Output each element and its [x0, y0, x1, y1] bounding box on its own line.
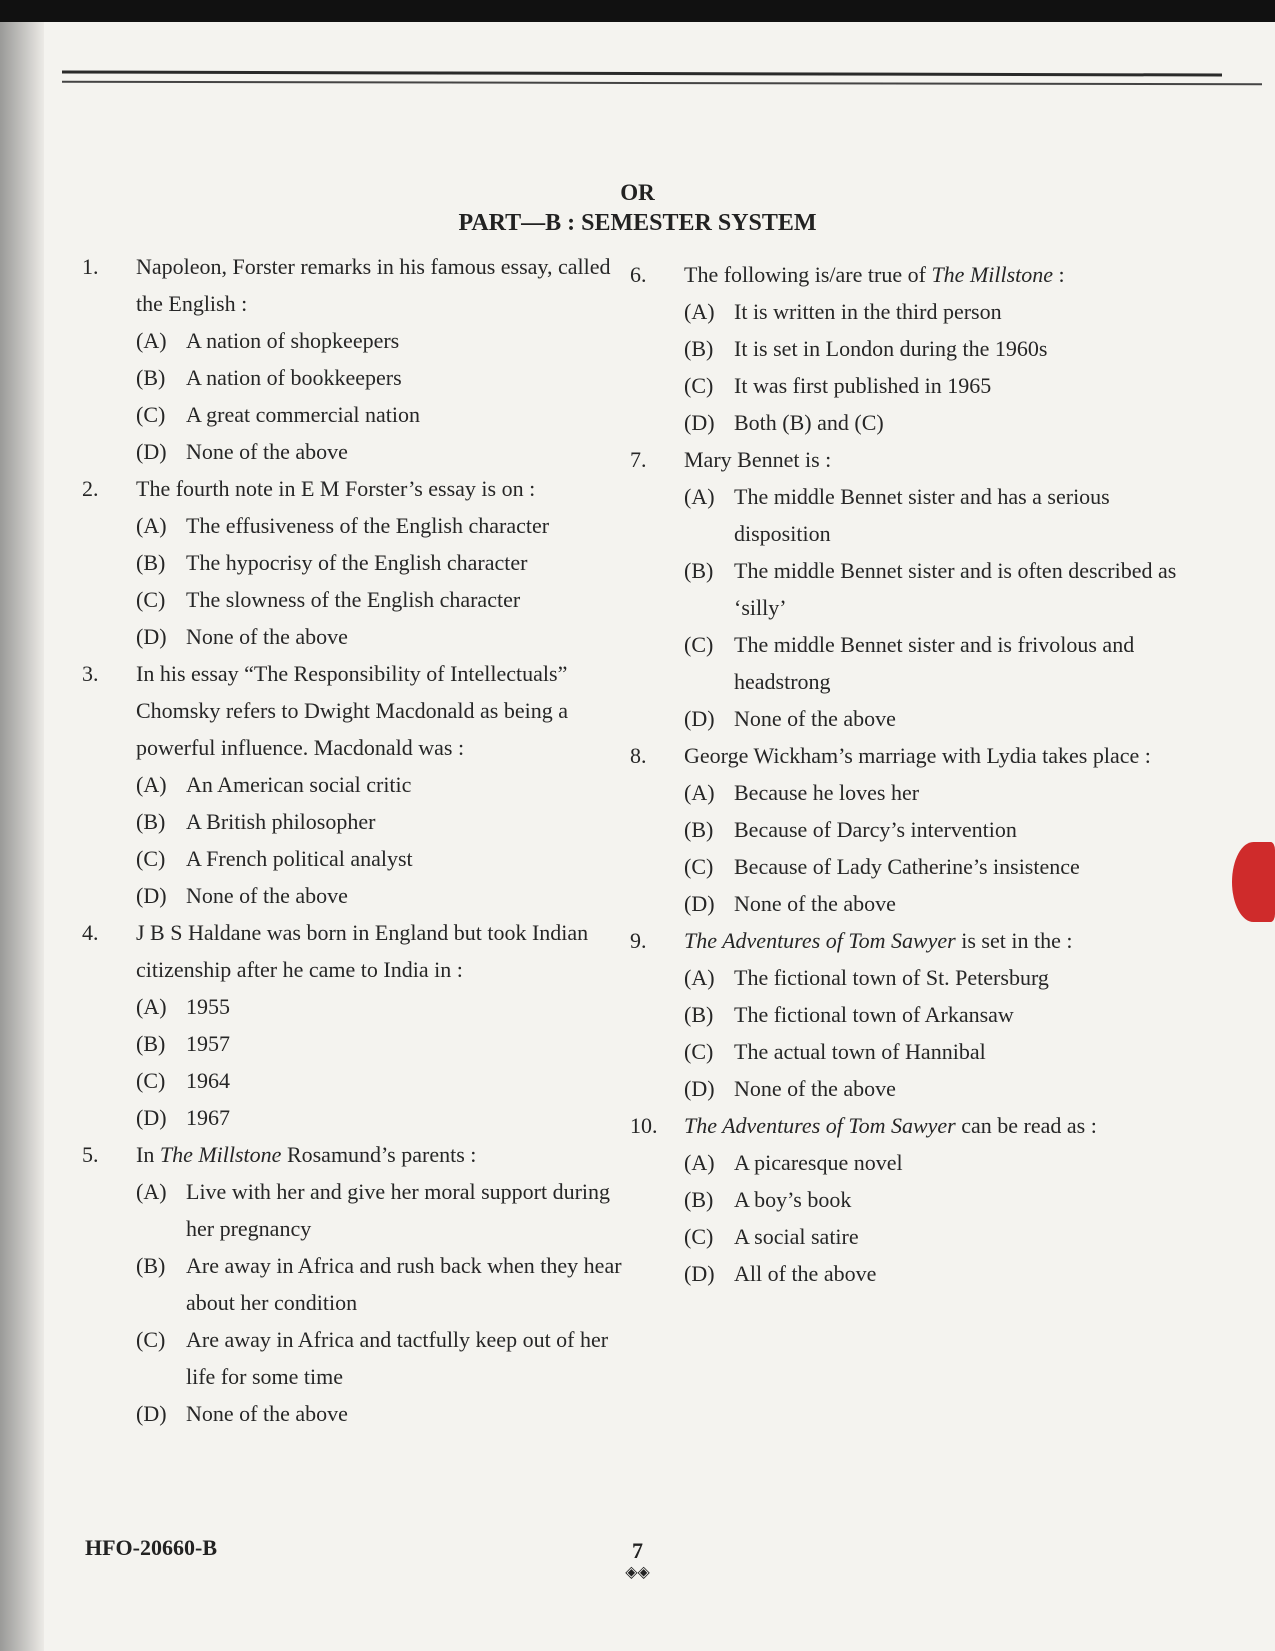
option-text: Because he loves her	[734, 780, 920, 805]
option-label: (D)	[136, 439, 167, 464]
option-text: An American social critic	[186, 772, 412, 797]
option-label: (C)	[684, 373, 714, 398]
left-column	[82, 248, 627, 1432]
option-b	[630, 1181, 1182, 1218]
option-text: The middle Bennet sister and is often described as ‘silly’	[734, 558, 1177, 620]
option-a	[82, 322, 627, 359]
question-number: 7.	[630, 447, 647, 472]
question-4	[82, 914, 627, 1136]
page-number: 7	[632, 1538, 643, 1563]
question-text: Napoleon, Forster remarks in his famous essay, called the English :	[136, 254, 611, 316]
question-text: In his essay “The Responsibility of Intellectuals” Chomsky refers to Dwight Macdonald as being a powerful influence. Macdonald was :	[136, 661, 568, 760]
question-number: 3.	[82, 661, 99, 686]
option-label: (B)	[684, 1002, 714, 1027]
header-rule-secondary	[62, 81, 1262, 86]
option-d	[630, 885, 1182, 922]
option-label: (C)	[684, 632, 714, 657]
question-7	[630, 441, 1182, 737]
option-text: None of the above	[186, 624, 348, 649]
option-d	[82, 1099, 627, 1136]
option-text: The actual town of Hannibal	[734, 1039, 986, 1064]
option-label: (C)	[684, 1039, 714, 1064]
option-d	[630, 1255, 1182, 1292]
option-d	[82, 618, 627, 655]
question-9	[630, 922, 1182, 1107]
question-text-before: In	[136, 1142, 160, 1167]
question-3	[82, 655, 627, 914]
option-text: The middle Bennet sister and is frivolous and headstrong	[734, 632, 1135, 694]
question-number: 1.	[82, 254, 99, 279]
option-c	[82, 840, 627, 877]
question-number: 2.	[82, 476, 99, 501]
option-text: A picaresque novel	[734, 1150, 903, 1175]
option-c	[82, 396, 627, 433]
option-c	[630, 367, 1182, 404]
option-label: (A)	[136, 772, 167, 797]
option-label: (A)	[684, 299, 715, 324]
paper-code: HFO-20660-B	[85, 1535, 217, 1560]
option-label: (A)	[684, 965, 715, 990]
question-text-before: The following is/are true of	[684, 262, 932, 287]
option-text: None of the above	[734, 1076, 896, 1101]
option-c	[630, 1218, 1182, 1255]
option-label: (C)	[136, 587, 166, 612]
option-label: (A)	[136, 994, 167, 1019]
question-text: J B S Haldane was born in England but took Indian citizenship after he came to India in :	[136, 920, 589, 982]
option-text: A great commercial nation	[186, 402, 420, 427]
scan-top-border	[0, 0, 1275, 22]
option-b	[630, 811, 1182, 848]
option-a	[630, 1144, 1182, 1181]
question-text-title: The Millstone	[931, 262, 1054, 287]
question-text	[684, 922, 1182, 959]
option-text: The fictional town of St. Petersburg	[734, 965, 1049, 990]
option-text: Are away in Africa and tactfully keep out of her life for some time	[186, 1327, 609, 1389]
option-text: None of the above	[734, 891, 896, 916]
option-label: (D)	[684, 410, 715, 435]
question-8	[630, 737, 1182, 922]
option-c	[82, 581, 627, 618]
question-text: The fourth note in E M Forster’s essay is on :	[136, 476, 536, 501]
question-text-after: is set in the :	[955, 928, 1073, 953]
option-text: A nation of bookkeepers	[186, 365, 402, 390]
question-1	[82, 248, 627, 470]
option-d	[630, 700, 1182, 737]
option-label: (D)	[684, 706, 715, 731]
option-label: (C)	[136, 1327, 166, 1352]
question-text-title: The Adventures of Tom Sawyer	[684, 1113, 956, 1138]
option-text: The fictional town of Arkansaw	[734, 1002, 1014, 1027]
option-label: (B)	[684, 817, 714, 842]
option-label: (D)	[684, 1261, 715, 1286]
question-text-after: Rosamund’s parents :	[281, 1142, 477, 1167]
question-6	[630, 256, 1182, 441]
option-label: (A)	[684, 780, 715, 805]
option-a	[630, 959, 1182, 996]
option-b	[630, 330, 1182, 367]
option-label: (C)	[136, 846, 166, 871]
scan-left-shadow	[0, 22, 44, 1651]
question-text: George Wickham’s marriage with Lydia takes place :	[684, 743, 1151, 768]
option-text: Because of Lady Catherine’s insistence	[734, 854, 1080, 879]
option-label: (D)	[684, 1076, 715, 1101]
right-column	[630, 256, 1182, 1292]
option-a	[82, 766, 627, 803]
option-text: Live with her and give her moral support during her pregnancy	[186, 1179, 611, 1241]
option-d	[82, 877, 627, 914]
question-number: 5.	[82, 1142, 99, 1167]
option-label: (A)	[136, 513, 167, 538]
option-text: The middle Bennet sister and has a serious disposition	[734, 484, 1110, 546]
option-b	[630, 996, 1182, 1033]
question-2	[82, 470, 627, 655]
option-label: (B)	[136, 1031, 166, 1056]
option-label: (B)	[684, 336, 714, 361]
red-ink-mark	[1232, 842, 1275, 922]
option-text: It is written in the third person	[734, 299, 1002, 324]
option-label: (D)	[136, 883, 167, 908]
option-label: (D)	[684, 891, 715, 916]
option-b	[82, 359, 627, 396]
question-text	[684, 1107, 1182, 1144]
option-label: (D)	[136, 1401, 167, 1426]
option-text: 1957	[186, 1031, 230, 1056]
question-text: Mary Bennet is :	[684, 447, 832, 472]
option-text: It was first published in 1965	[734, 373, 992, 398]
section-title: PART—B : SEMESTER SYSTEM	[458, 210, 817, 236]
option-label: (B)	[136, 550, 166, 575]
question-10	[630, 1107, 1182, 1292]
option-b	[82, 544, 627, 581]
option-text: Are away in Africa and rush back when they hear about her condition	[186, 1253, 622, 1315]
option-text: A social satire	[734, 1224, 859, 1249]
option-d	[82, 1395, 627, 1432]
option-label: (A)	[684, 1150, 715, 1175]
option-b	[82, 1025, 627, 1062]
option-label: (A)	[136, 328, 167, 353]
header-rule	[62, 70, 1222, 76]
option-a	[82, 988, 627, 1025]
option-label: (C)	[684, 1224, 714, 1249]
option-label: (C)	[136, 1068, 166, 1093]
option-label: (C)	[684, 854, 714, 879]
option-text: None of the above	[186, 439, 348, 464]
option-text: 1964	[186, 1068, 230, 1093]
option-c	[630, 1033, 1182, 1070]
option-label: (A)	[136, 1179, 167, 1204]
question-text-title: The Millstone	[159, 1142, 282, 1167]
option-b	[630, 552, 1182, 626]
option-label: (B)	[136, 809, 166, 834]
section-or-label: OR	[620, 180, 655, 205]
option-label: (D)	[136, 1105, 167, 1130]
question-number: 9.	[630, 928, 647, 953]
option-text: The hypocrisy of the English character	[186, 550, 528, 575]
question-number: 6.	[630, 262, 647, 287]
question-number: 8.	[630, 743, 647, 768]
question-text-after: can be read as :	[955, 1113, 1097, 1138]
option-text: All of the above	[734, 1261, 877, 1286]
option-c	[82, 1321, 627, 1395]
option-text: The effusiveness of the English character	[186, 513, 550, 538]
option-text: A British philosopher	[186, 809, 376, 834]
option-text: None of the above	[186, 1401, 348, 1426]
option-text: A nation of shopkeepers	[186, 328, 400, 353]
option-text: None of the above	[734, 706, 896, 731]
option-c	[630, 626, 1182, 700]
option-label: (B)	[136, 365, 166, 390]
option-a	[630, 774, 1182, 811]
diamond-ornament-icon: ◈◈	[625, 1564, 650, 1581]
question-number: 4.	[82, 920, 99, 945]
option-label: (A)	[684, 484, 715, 509]
option-d	[630, 1070, 1182, 1107]
option-b	[82, 1247, 627, 1321]
question-text	[684, 256, 1182, 293]
option-c	[82, 1062, 627, 1099]
option-label: (C)	[136, 402, 166, 427]
option-text: 1955	[186, 994, 230, 1019]
option-c	[630, 848, 1182, 885]
option-a	[630, 478, 1182, 552]
option-text: 1967	[186, 1105, 230, 1130]
option-a	[630, 293, 1182, 330]
option-text: It is set in London during the 1960s	[734, 336, 1048, 361]
option-label: (B)	[136, 1253, 166, 1278]
option-text: The slowness of the English character	[186, 587, 521, 612]
option-d	[630, 404, 1182, 441]
question-text-title: The Adventures of Tom Sawyer	[684, 928, 956, 953]
question-text-after: :	[1053, 262, 1065, 287]
option-label: (D)	[136, 624, 167, 649]
option-text: None of the above	[186, 883, 348, 908]
question-text	[136, 1136, 627, 1173]
option-text: A French political analyst	[186, 846, 413, 871]
option-a	[82, 507, 627, 544]
option-label: (B)	[684, 1187, 714, 1212]
option-label: (B)	[684, 558, 714, 583]
option-b	[82, 803, 627, 840]
option-d	[82, 433, 627, 470]
option-text: A boy’s book	[734, 1187, 852, 1212]
question-5	[82, 1136, 627, 1432]
option-text: Both (B) and (C)	[734, 410, 884, 435]
question-number: 10.	[630, 1113, 658, 1138]
option-a	[82, 1173, 627, 1247]
option-text: Because of Darcy’s intervention	[734, 817, 1017, 842]
